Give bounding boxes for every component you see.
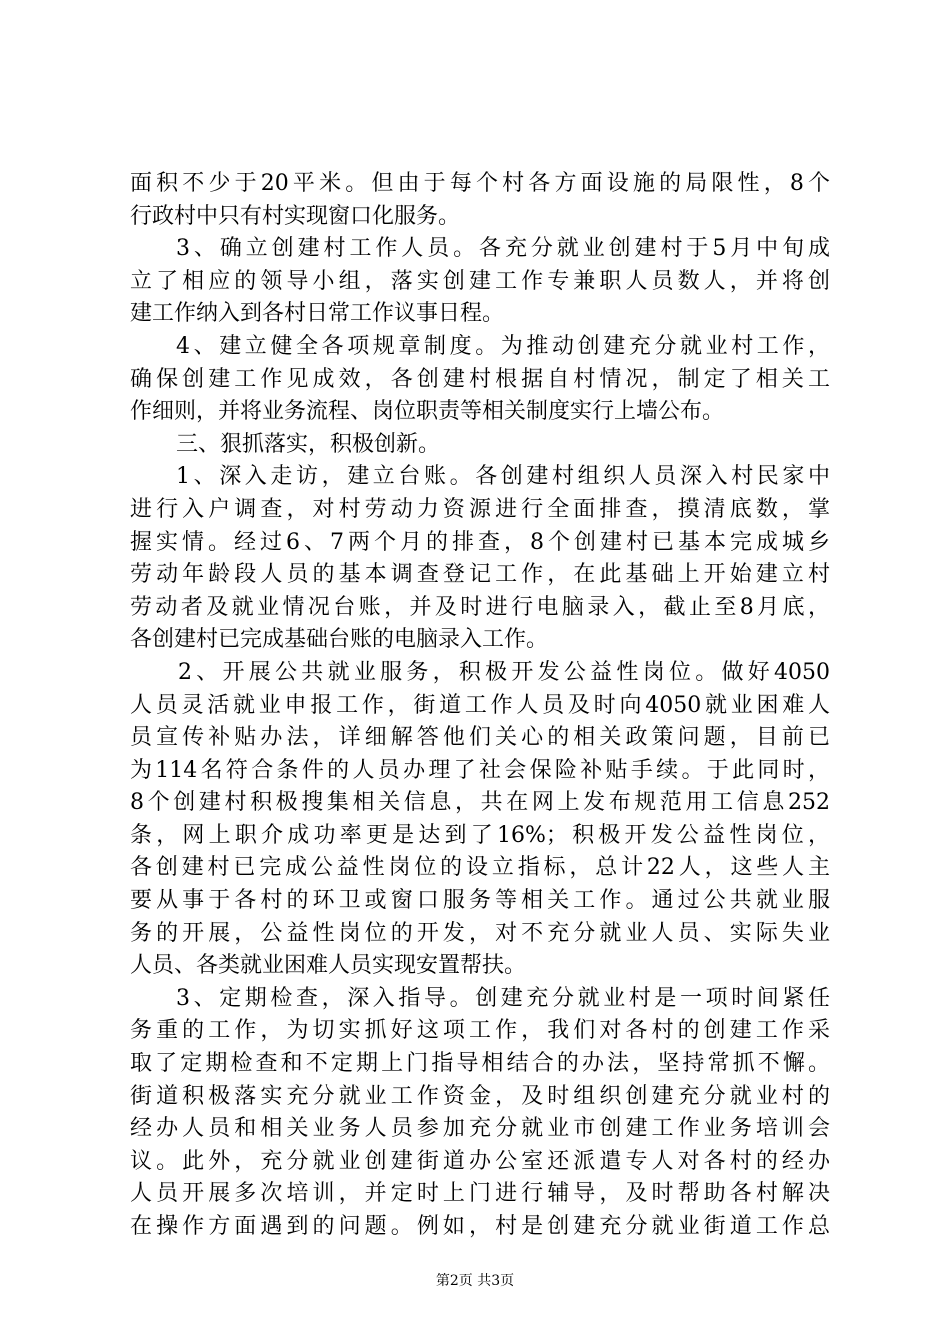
text-line: 1、深入走访，建立台账。各创建村组织人员深入村民家中: [176, 464, 830, 490]
text-line: 3、定期检查，深入指导。创建充分就业村是一项时间紧任: [176, 985, 830, 1011]
text-line: 三、狠抓落实，积极创新。: [176, 431, 441, 457]
text-line: 进行入户调查，对村劳动力资源进行全面排查，摸清底数，掌: [130, 496, 830, 522]
text-line: 人员开展多次培训，并定时上门进行辅导，及时帮助各村解决: [130, 1181, 830, 1207]
text-line: 条，网上职介成功率更是达到了16%；积极开发公益性岗位，: [130, 822, 830, 848]
text-line: 务的开展，公益性岗位的开发，对不充分就业人员、实际失业: [130, 920, 830, 946]
text-line: 行政村中只有村实现窗口化服务。: [130, 203, 461, 229]
text-line: 4、建立健全各项规章制度。为推动创建充分就业村工作，: [176, 333, 830, 359]
text-line: 人员灵活就业申报工作，街道工作人员及时向4050就业困难人: [130, 692, 830, 718]
text-line: 员宣传补贴办法，详细解答他们关心的相关政策问题，目前已: [130, 725, 830, 751]
text-line: 为114名符合条件的人员办理了社会保险补贴手续。于此同时，: [130, 757, 830, 783]
text-line: 街道积极落实充分就业工作资金，及时组织创建充分就业村的: [130, 1083, 830, 1109]
text-line: 面积不少于20平米。但由于每个村各方面设施的局限性，8个: [130, 171, 830, 196]
text-line: 建工作纳入到各村日常工作议事日程。: [130, 301, 505, 327]
text-line: 在操作方面遇到的问题。例如，村是创建充分就业街道工作总: [130, 1214, 830, 1239]
text-line: 各创建村已完成公益性岗位的设立指标，总计22人，这些人主: [130, 855, 830, 881]
text-line: 8个创建村积极搜集相关信息，共在网上发布规范用工信息252: [130, 790, 830, 816]
text-line: 2、开展公共就业服务，积极开发公益性岗位。做好4050: [178, 659, 830, 685]
text-line: 确保创建工作见成效，各创建村根据自村情况，制定了相关工: [130, 366, 830, 392]
text-line: 握实情。经过6、7两个月的排查，8个创建村已基本完成城乡: [130, 529, 830, 555]
text-line: 各创建村已完成基础台账的电脑录入工作。: [130, 627, 549, 653]
text-line: 要从事于各村的环卫或窗口服务等相关工作。通过公共就业服: [130, 888, 830, 914]
page-footer: 第2页 共3页: [435, 1273, 515, 1289]
text-line: 作细则，并将业务流程、岗位职责等相关制度实行上墙公布。: [130, 399, 725, 425]
text-line: 3、确立创建村工作人员。各充分就业创建村于5月中旬成: [176, 236, 830, 262]
text-line: 人员、各类就业困难人员实现安置帮扶。: [130, 953, 527, 979]
text-line: 取了定期检查和不定期上门指导相结合的办法，坚持常抓不懈。: [130, 1051, 830, 1077]
text-line: 立了相应的领导小组，落实创建工作专兼职人员数人，并将创: [130, 268, 830, 294]
text-line: 劳动年龄段人员的基本调查登记工作，在此基础上开始建立村: [130, 562, 830, 588]
document-body: [130, 168, 830, 1244]
text-line: 经办人员和相关业务人员参加充分就业市创建工作业务培训会: [130, 1116, 830, 1142]
text-line: 务重的工作，为切实抓好这项工作，我们对各村的创建工作采: [130, 1018, 830, 1044]
text-line: 议。此外，充分就业创建街道办公室还派遣专人对各村的经办: [130, 1148, 830, 1174]
text-line: 劳动者及就业情况台账，并及时进行电脑录入，截止至8月底，: [130, 594, 830, 620]
